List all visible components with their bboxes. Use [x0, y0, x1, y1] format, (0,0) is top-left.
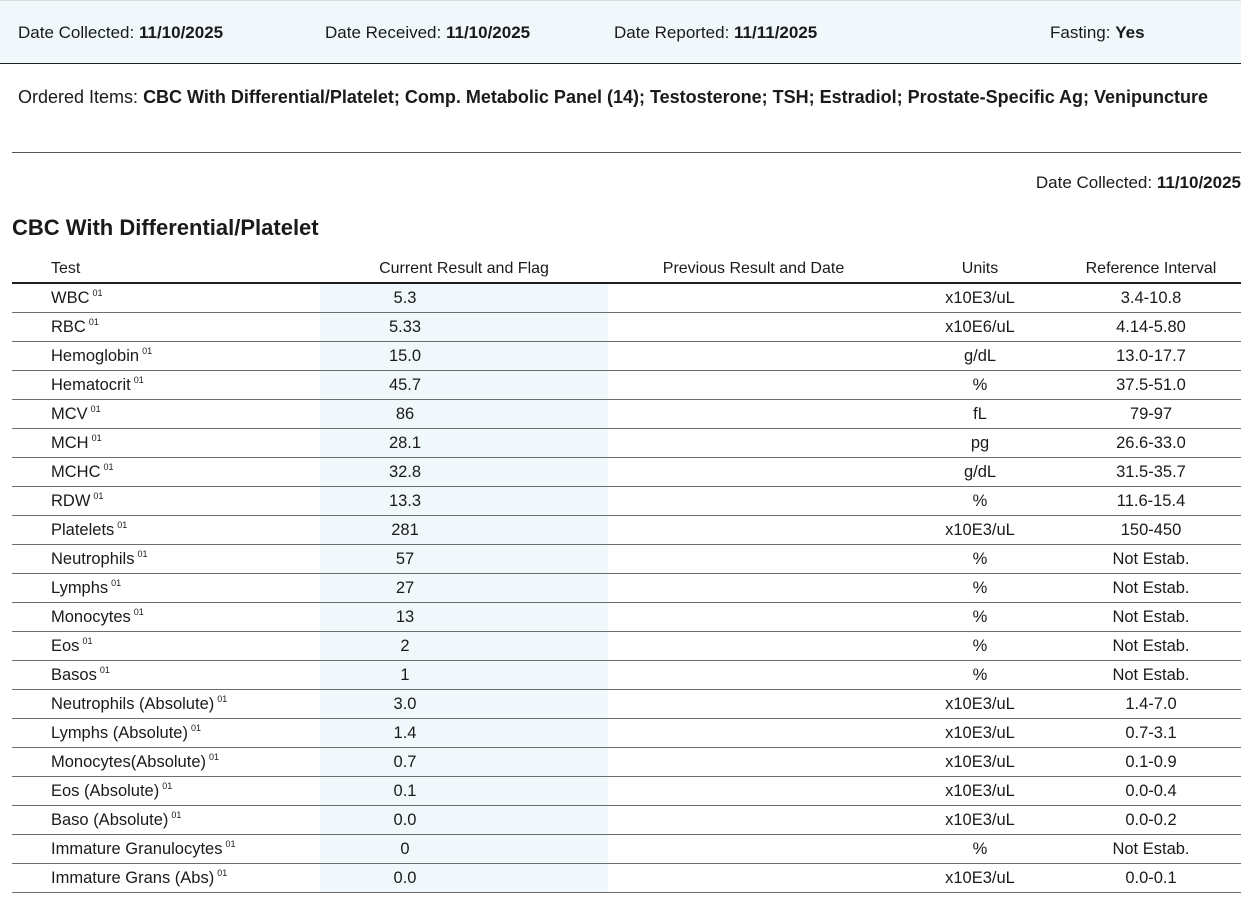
units: x10E3/uL — [899, 690, 1061, 719]
table-row — [12, 400, 1241, 429]
units: g/dL — [899, 458, 1061, 487]
test-name: Hemoglobin — [51, 347, 140, 365]
reference-interval: 26.6-33.0 — [1061, 429, 1241, 458]
previous-result — [608, 806, 899, 835]
previous-result — [608, 748, 899, 777]
previous-result — [608, 516, 899, 545]
previous-result — [608, 690, 899, 719]
current-result: 0.1 — [320, 777, 608, 806]
reference-interval: 0.0-0.4 — [1061, 777, 1241, 806]
header-previous-result: Previous Result and Date — [608, 256, 899, 283]
reference-interval: 37.5-51.0 — [1061, 371, 1241, 400]
header-units: Units — [899, 256, 1061, 283]
reference-interval: 11.6-15.4 — [1061, 487, 1241, 516]
lab-code: 01 — [117, 520, 128, 530]
lab-code: 01 — [103, 462, 114, 472]
test-name-cell — [12, 516, 320, 545]
table-row — [12, 777, 1241, 806]
test-name: MCV — [51, 405, 88, 423]
current-result: 1.4 — [320, 719, 608, 748]
lab-code: 01 — [90, 404, 101, 414]
test-name: Baso (Absolute) — [51, 811, 169, 829]
table-row — [12, 516, 1241, 545]
reference-interval: 31.5-35.7 — [1061, 458, 1241, 487]
table-row — [12, 748, 1241, 777]
previous-result — [608, 487, 899, 516]
report-dates-bar — [0, 0, 1241, 64]
reference-interval: Not Estab. — [1061, 835, 1241, 864]
ordered-items — [18, 84, 1233, 111]
test-name-cell — [12, 574, 320, 603]
lab-code: 01 — [209, 752, 220, 762]
current-result: 45.7 — [320, 371, 608, 400]
lab-code: 01 — [93, 491, 104, 501]
test-name-cell — [12, 342, 320, 371]
reference-interval: Not Estab. — [1061, 603, 1241, 632]
units: % — [899, 371, 1061, 400]
lab-code: 01 — [137, 549, 148, 559]
test-name: Hematocrit — [51, 376, 131, 394]
reference-interval: 3.4-10.8 — [1061, 283, 1241, 313]
units: x10E3/uL — [899, 516, 1061, 545]
reference-interval: 0.0-0.2 — [1061, 806, 1241, 835]
test-name-cell — [12, 690, 320, 719]
current-result: 57 — [320, 545, 608, 574]
lab-code: 01 — [92, 288, 103, 298]
date-reported-label: Date Reported: — [614, 23, 730, 42]
current-result: 3.0 — [320, 690, 608, 719]
current-result: 0.0 — [320, 806, 608, 835]
previous-result — [608, 371, 899, 400]
units: g/dL — [899, 342, 1061, 371]
test-name-cell — [12, 835, 320, 864]
reference-interval: 150-450 — [1061, 516, 1241, 545]
table-row — [12, 864, 1241, 893]
test-name-cell — [12, 487, 320, 516]
units: x10E3/uL — [899, 719, 1061, 748]
test-name: Neutrophils (Absolute) — [51, 695, 215, 713]
divider — [12, 152, 1241, 153]
previous-result — [608, 545, 899, 574]
header-reference-interval: Reference Interval — [1061, 256, 1241, 283]
table-row — [12, 603, 1241, 632]
current-result: 281 — [320, 516, 608, 545]
test-name: RDW — [51, 492, 91, 510]
fasting-status — [1050, 22, 1145, 44]
lab-code: 01 — [225, 839, 236, 849]
section-date-collected — [1036, 172, 1241, 194]
current-result: 0 — [320, 835, 608, 864]
table-header-row — [12, 256, 1241, 283]
current-result: 32.8 — [320, 458, 608, 487]
previous-result — [608, 835, 899, 864]
table-row — [12, 632, 1241, 661]
previous-result — [608, 777, 899, 806]
reference-interval: 4.14-5.80 — [1061, 313, 1241, 342]
previous-result — [608, 313, 899, 342]
units: % — [899, 574, 1061, 603]
table-row — [12, 429, 1241, 458]
test-name: Eos (Absolute) — [51, 782, 160, 800]
current-result: 1 — [320, 661, 608, 690]
table-row — [12, 719, 1241, 748]
lab-code: 01 — [171, 810, 182, 820]
previous-result — [608, 864, 899, 893]
date-received — [325, 22, 530, 44]
current-result: 15.0 — [320, 342, 608, 371]
ordered-items-label: Ordered Items: — [18, 87, 139, 107]
test-name-cell — [12, 371, 320, 400]
test-name-cell — [12, 632, 320, 661]
section-date-collected-value: 11/10/2025 — [1156, 173, 1241, 192]
units: x10E3/uL — [899, 283, 1061, 313]
test-name-cell — [12, 429, 320, 458]
test-name: RBC — [51, 318, 86, 336]
units: % — [899, 835, 1061, 864]
test-name: WBC — [51, 289, 90, 307]
current-result: 86 — [320, 400, 608, 429]
table-row — [12, 487, 1241, 516]
lab-code: 01 — [91, 433, 102, 443]
lab-code: 01 — [190, 723, 201, 733]
lab-code: 01 — [133, 375, 144, 385]
test-name: Monocytes(Absolute) — [51, 753, 206, 771]
test-name: Platelets — [51, 521, 115, 539]
test-name-cell — [12, 603, 320, 632]
previous-result — [608, 429, 899, 458]
test-name: Neutrophils — [51, 550, 135, 568]
reference-interval: 0.1-0.9 — [1061, 748, 1241, 777]
date-received-label: Date Received: — [325, 23, 442, 42]
test-name-cell — [12, 864, 320, 893]
test-name: MCHC — [51, 463, 101, 481]
reference-interval: 13.0-17.7 — [1061, 342, 1241, 371]
previous-result — [608, 283, 899, 313]
reference-interval: Not Estab. — [1061, 574, 1241, 603]
fasting-label: Fasting: — [1050, 23, 1111, 42]
lab-code: 01 — [99, 665, 110, 675]
header-test: Test — [12, 256, 320, 283]
current-result: 13.3 — [320, 487, 608, 516]
reference-interval: Not Estab. — [1061, 632, 1241, 661]
test-name: Lymphs (Absolute) — [51, 724, 188, 742]
test-name-cell — [12, 748, 320, 777]
table-row — [12, 574, 1241, 603]
reference-interval: Not Estab. — [1061, 545, 1241, 574]
test-name-cell — [12, 283, 320, 313]
lab-code: 01 — [111, 578, 122, 588]
lab-code: 01 — [217, 694, 228, 704]
section-date-collected-label: Date Collected: — [1035, 173, 1153, 192]
date-collected — [18, 22, 223, 44]
units: pg — [899, 429, 1061, 458]
previous-result — [608, 632, 899, 661]
units: x10E3/uL — [899, 777, 1061, 806]
previous-result — [608, 400, 899, 429]
test-name: MCH — [51, 434, 89, 452]
table-row — [12, 690, 1241, 719]
reference-interval: Not Estab. — [1061, 661, 1241, 690]
current-result: 13 — [320, 603, 608, 632]
lab-code: 01 — [162, 781, 173, 791]
date-collected-label: Date Collected: — [18, 23, 135, 42]
units: % — [899, 487, 1061, 516]
table-row — [12, 545, 1241, 574]
units: x10E3/uL — [899, 806, 1061, 835]
test-name-cell — [12, 400, 320, 429]
test-name: Lymphs — [51, 579, 109, 597]
test-name: Eos — [51, 637, 80, 655]
test-name: Monocytes — [51, 608, 131, 626]
table-row — [12, 283, 1241, 313]
current-result: 27 — [320, 574, 608, 603]
lab-code: 01 — [88, 317, 99, 327]
previous-result — [608, 661, 899, 690]
test-name-cell — [12, 313, 320, 342]
units: fL — [899, 400, 1061, 429]
units: x10E6/uL — [899, 313, 1061, 342]
units: x10E3/uL — [899, 864, 1061, 893]
units: % — [899, 545, 1061, 574]
current-result: 0.0 — [320, 864, 608, 893]
test-name: Immature Grans (Abs) — [51, 869, 215, 887]
test-name-cell — [12, 777, 320, 806]
date-reported-value: 11/11/2025 — [734, 23, 818, 42]
test-name-cell — [12, 719, 320, 748]
previous-result — [608, 574, 899, 603]
lab-code: 01 — [82, 636, 93, 646]
reference-interval: 0.7-3.1 — [1061, 719, 1241, 748]
test-name-cell — [12, 458, 320, 487]
current-result: 0.7 — [320, 748, 608, 777]
results-table — [12, 256, 1241, 893]
reference-interval: 79-97 — [1061, 400, 1241, 429]
test-name: Immature Granulocytes — [51, 840, 223, 858]
date-received-value: 11/10/2025 — [445, 23, 531, 42]
test-name-cell — [12, 806, 320, 835]
reference-interval: 1.4-7.0 — [1061, 690, 1241, 719]
current-result: 5.33 — [320, 313, 608, 342]
units: % — [899, 661, 1061, 690]
test-name-cell — [12, 545, 320, 574]
header-current-result: Current Result and Flag — [320, 256, 608, 283]
previous-result — [608, 719, 899, 748]
table-row — [12, 313, 1241, 342]
lab-code: 01 — [217, 868, 228, 878]
lab-code: 01 — [142, 346, 153, 356]
date-reported — [614, 22, 817, 44]
previous-result — [608, 458, 899, 487]
current-result: 2 — [320, 632, 608, 661]
current-result: 28.1 — [320, 429, 608, 458]
ordered-items-list: CBC With Differential/Platelet; Comp. Metabolic Panel (14); Testosterone; TSH; Estradiol; Prostate-Specific Ag; Venipuncture — [143, 87, 1209, 107]
table-row — [12, 661, 1241, 690]
reference-interval: 0.0-0.1 — [1061, 864, 1241, 893]
table-row — [12, 342, 1241, 371]
table-row — [12, 458, 1241, 487]
date-collected-value: 11/10/2025 — [138, 23, 224, 42]
fasting-value: Yes — [1115, 23, 1145, 42]
test-name-cell — [12, 661, 320, 690]
table-row — [12, 806, 1241, 835]
units: % — [899, 632, 1061, 661]
section-title: CBC With Differential/Platelet — [12, 215, 319, 240]
units: x10E3/uL — [899, 748, 1061, 777]
lab-code: 01 — [133, 607, 144, 617]
table-row — [12, 835, 1241, 864]
previous-result — [608, 342, 899, 371]
table-row — [12, 371, 1241, 400]
units: % — [899, 603, 1061, 632]
test-name: Basos — [51, 666, 97, 684]
previous-result — [608, 603, 899, 632]
current-result: 5.3 — [320, 283, 608, 313]
